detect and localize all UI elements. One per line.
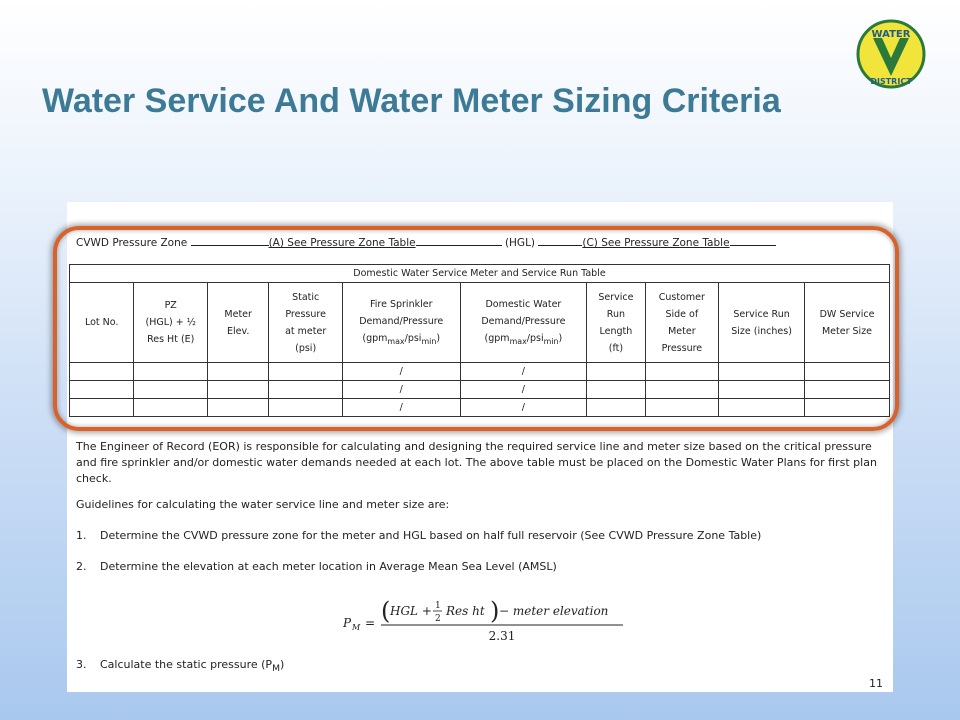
table-cell xyxy=(134,381,208,399)
table-cell: / xyxy=(342,399,460,417)
table-cell xyxy=(208,363,269,381)
table-cell xyxy=(719,363,805,381)
formula-half-den: 2 xyxy=(435,614,441,624)
meter-table xyxy=(69,264,890,417)
formula-paren-open: ( xyxy=(381,597,391,625)
column-header: PZ (HGL) + ½ Res Ht (E) xyxy=(134,283,208,363)
formula-lhs: P xyxy=(343,616,352,630)
table-cell: / xyxy=(342,381,460,399)
logo-top-text: WATER xyxy=(871,29,911,40)
column-header: Service Run Length (ft) xyxy=(587,283,645,363)
step-close: ) xyxy=(279,658,285,671)
table-cell: / xyxy=(460,381,587,399)
zone-part-c: (C) See Pressure Zone Table xyxy=(582,237,730,249)
formula-paren-close: ) xyxy=(490,597,500,625)
logo-bottom-text: DISTRICT xyxy=(870,77,912,86)
formula-minus: − meter elevation xyxy=(499,604,609,618)
zone-part-a: (A) See Pressure Zone Table xyxy=(268,237,416,249)
table-cell xyxy=(70,381,134,399)
zone-label: CVWD Pressure Zone xyxy=(76,237,191,249)
table-cell xyxy=(645,381,719,399)
column-header: Static Pressure at meter (psi) xyxy=(269,283,343,363)
table-cell xyxy=(587,381,645,399)
table-caption: Domestic Water Service Meter and Service Run Table xyxy=(70,265,890,283)
column-header: Lot No. xyxy=(70,283,134,363)
column-header: Domestic Water Demand/Pressure (gpm$_{max}$/psi$_{min}$) xyxy=(460,283,587,363)
formula-half-num: 1 xyxy=(435,601,441,611)
eor-responsibility-paragraph: The Engineer of Record (EOR) is responsible for calculating and designing the required service line and meter size based on the critical pressure and fire sprinkler and/or domestic water demands needed at each lot. The above table must be placed on the Domestic Water Plans for first plan check. xyxy=(76,440,877,485)
blank-line xyxy=(730,235,776,246)
table-cell xyxy=(269,363,343,381)
table-row xyxy=(70,381,890,399)
slide-title: Water Service And Water Meter Sizing Criteria xyxy=(42,82,781,120)
table-cell xyxy=(645,363,719,381)
step-text: Determine the elevation at each meter location in Average Mean Sea Level (AMSL) xyxy=(100,560,557,573)
table-row xyxy=(70,399,890,417)
table-cell xyxy=(134,363,208,381)
formula-equals: = xyxy=(365,616,376,630)
water-district-logo xyxy=(855,18,927,90)
document-panel xyxy=(67,202,893,692)
table-cell xyxy=(269,399,343,417)
blank-line xyxy=(416,235,502,246)
table-cell: / xyxy=(460,363,587,381)
table-cell xyxy=(805,399,890,417)
page-number: 11 xyxy=(869,677,883,690)
step-number: 2. xyxy=(76,560,87,573)
step-2 xyxy=(76,560,886,573)
step-text: Determine the CVWD pressure zone for the meter and HGL based on half full reservoir (See CVWD Pressure Zone Table) xyxy=(100,529,762,542)
zone-hgl: (HGL) xyxy=(504,237,536,249)
table-cell xyxy=(208,399,269,417)
step-3 xyxy=(76,658,886,674)
table-cell xyxy=(269,381,343,399)
step-subscript: M xyxy=(272,663,280,675)
guidelines-intro: Guidelines for calculating the water service line and meter size are: xyxy=(76,498,450,511)
table-cell xyxy=(805,381,890,399)
table-cell xyxy=(805,363,890,381)
table-cell xyxy=(719,399,805,417)
blank-line xyxy=(191,235,269,246)
column-header: Fire Sprinkler Demand/Pressure (gpm$_{max}$/psi$_{min}$) xyxy=(342,283,460,363)
table-cell: / xyxy=(460,399,587,417)
step-1 xyxy=(76,529,886,542)
column-header: DW Service Meter Size xyxy=(805,283,890,363)
table-cell xyxy=(587,363,645,381)
table-cell xyxy=(587,399,645,417)
static-pressure-formula xyxy=(343,594,643,650)
formula-denominator: 2.31 xyxy=(488,629,516,643)
blank-line xyxy=(538,235,582,246)
table-cell xyxy=(134,399,208,417)
step-text: Calculate the static pressure (P xyxy=(100,658,273,671)
formula-lhs-sub: M xyxy=(352,623,361,632)
pressure-zone-line xyxy=(76,235,881,249)
table-cell xyxy=(208,381,269,399)
step-number: 3. xyxy=(76,658,87,671)
column-header: Customer Side of Meter Pressure xyxy=(645,283,719,363)
table-cell: / xyxy=(342,363,460,381)
column-header: Service Run Size (inches) xyxy=(719,283,805,363)
table-cell xyxy=(70,363,134,381)
formula-hgl: HGL + xyxy=(390,604,432,618)
table-cell xyxy=(645,399,719,417)
table-cell xyxy=(70,399,134,417)
step-number: 1. xyxy=(76,529,87,542)
table-row xyxy=(70,363,890,381)
formula-res: Res ht xyxy=(446,604,485,618)
column-header: Meter Elev. xyxy=(208,283,269,363)
table-cell xyxy=(719,381,805,399)
